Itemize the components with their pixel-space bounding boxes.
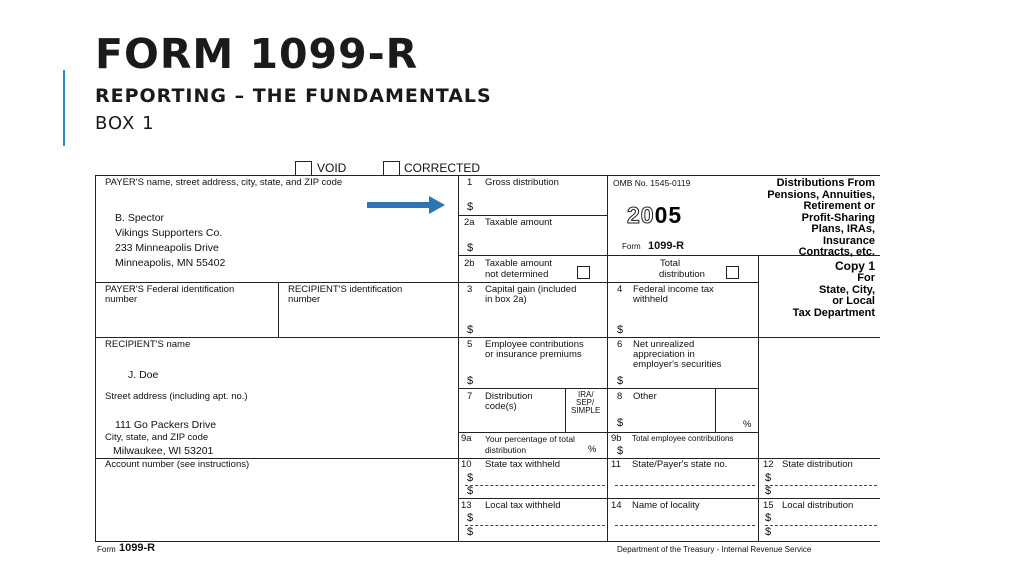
box7-label-2: code(s): [485, 401, 517, 412]
box12-dollar-2: $: [765, 485, 772, 497]
box12-label: State distribution: [782, 459, 853, 470]
box15-dollar-2: $: [765, 526, 772, 538]
payer-fed-id-label-1: PAYER'S Federal identification: [105, 284, 235, 295]
box8-label: Other: [633, 391, 657, 402]
box9a-label-1: Your percentage of total: [485, 434, 575, 444]
copy-for-line: or Local: [832, 295, 875, 307]
box10-dollar-1: $: [467, 472, 474, 484]
box11-number: 11: [611, 459, 621, 470]
dash-14: [615, 525, 755, 526]
tax-year-suffix: 05: [654, 202, 683, 228]
box4-label-1: Federal income tax: [633, 284, 714, 295]
void-label: VOID: [317, 161, 347, 175]
form-divider-ids: [278, 282, 279, 337]
box6-number: 6: [617, 339, 623, 350]
total-label-1: Total: [660, 258, 681, 269]
dash-12: [765, 485, 877, 486]
ira-label-3: SIMPLE: [571, 406, 601, 415]
recipient-name: J. Doe: [128, 369, 159, 381]
box2a-number: 2a: [464, 217, 475, 228]
box13-dollar-1: $: [467, 512, 474, 524]
form-right-title: [767, 178, 875, 259]
right-title-line: Profit-Sharing: [801, 211, 875, 224]
footer-department: Department of the Treasury - Internal Revenue Service: [617, 545, 812, 554]
form-divider-ira: [565, 388, 566, 432]
box7-number: 7: [467, 391, 473, 402]
city-value: Milwaukee, WI 53201: [113, 445, 214, 457]
payer-company: Vikings Supporters Co.: [115, 227, 223, 239]
copy-for-line: State, City,: [818, 283, 875, 296]
box6-label-1: Net unrealized: [633, 339, 695, 350]
form-name: 1099-R: [648, 240, 685, 252]
city-label: City, state, and ZIP code: [105, 432, 209, 443]
box1-label: Gross distribution: [485, 177, 559, 188]
right-title-line: Distributions From: [776, 177, 875, 189]
right-title-line: Pensions, Annuities,: [767, 188, 875, 201]
payer-fed-id-label-2: number: [105, 294, 138, 305]
form-left-border: [95, 175, 96, 542]
box9b-label: Total employee contributions: [632, 434, 734, 443]
box5-number: 5: [467, 339, 473, 350]
box6-label-3: employer's securities: [633, 359, 722, 370]
dash-10: [465, 485, 605, 486]
dash-15: [765, 525, 877, 526]
box8-number: 8: [617, 391, 623, 402]
corrected-label: CORRECTED: [404, 161, 481, 175]
form-1099r-image: [95, 160, 880, 560]
slide-subtitle: REPORTING – THE FUNDAMENTALS: [95, 85, 492, 107]
payer-street: 233 Minneapolis Drive: [115, 242, 219, 254]
footer-form-word: Form: [97, 545, 116, 554]
form-divider-box8: [715, 388, 716, 432]
box3-label-1: Capital gain (included: [485, 284, 577, 295]
box15-number: 15: [763, 500, 774, 511]
box15-label: Local distribution: [782, 500, 854, 511]
box2b-label-2: not determined: [485, 269, 549, 280]
box5-label-1: Employee contributions: [485, 339, 584, 350]
line-box1: [458, 215, 608, 216]
total-checkbox: [726, 266, 739, 279]
payer-city: Minneapolis, MN 55402: [115, 257, 226, 269]
omb-number: OMB No. 1545-0119: [613, 178, 691, 188]
line-local: [458, 498, 880, 499]
box4-dollar: $: [617, 324, 624, 336]
box4-label-2: withheld: [633, 294, 668, 305]
account-label: Account number (see instructions): [105, 459, 250, 470]
copy-for-line: Tax Department: [792, 306, 875, 319]
box3-dollar: $: [467, 324, 474, 336]
box9b-number: 9b: [611, 433, 622, 444]
void-checkbox: [295, 161, 312, 176]
tax-year-prefix: 20: [627, 202, 655, 228]
box11-label: State/Payer's state no.: [632, 459, 728, 470]
box10-label: State tax withheld: [485, 459, 560, 470]
box14-number: 14: [611, 500, 622, 511]
box5-label-2: or insurance premiums: [485, 349, 582, 360]
right-title-line: Insurance: [823, 234, 875, 247]
form-divider-2: [607, 175, 608, 542]
payer-name: B. Spector: [115, 212, 165, 224]
street-label: Street address (including apt. no.): [105, 391, 248, 402]
box2b-label-1: Taxable amount: [485, 258, 553, 269]
slide-subtitle-box: BOX 1: [95, 113, 155, 134]
box6-label-2: appreciation in: [633, 349, 695, 360]
box15-dollar-1: $: [765, 512, 772, 524]
total-label-2: distribution: [659, 269, 705, 280]
recipient-id-label-2: number: [288, 294, 321, 305]
box3-label-2: in box 2a): [485, 294, 527, 305]
ira-label-1: IRA/: [578, 390, 594, 399]
box13-dollar-2: $: [467, 526, 474, 538]
recipient-id-label-1: RECIPIENT'S identification: [288, 284, 403, 295]
box13-label: Local tax withheld: [485, 500, 561, 511]
tax-year: [627, 202, 682, 229]
copy-for-block: [793, 273, 875, 319]
box4-number: 4: [617, 284, 623, 295]
street-value: 111 Go Packers Drive: [115, 419, 217, 431]
box13-number: 13: [461, 500, 472, 511]
footer-form-name: 1099-R: [119, 542, 156, 554]
copy-label: Copy 1: [834, 259, 875, 273]
box9b-dollar: $: [617, 445, 624, 457]
box9a-number: 9a: [461, 433, 472, 444]
line-recipient: [95, 337, 880, 338]
box10-number: 10: [461, 459, 472, 470]
box2b-number: 2b: [464, 258, 475, 269]
box9a-label-2: distribution: [485, 445, 527, 455]
line-box7: [458, 388, 758, 389]
box2a-dollar: $: [467, 242, 474, 254]
slide-title: FORM 1099-R: [95, 30, 419, 78]
box8-dollar: $: [617, 417, 624, 429]
box1-dollar: $: [467, 201, 474, 213]
box10-dollar-2: $: [467, 485, 474, 497]
form-top-border: [95, 175, 880, 176]
corrected-checkbox: [383, 161, 400, 176]
recipient-name-label: RECIPIENT'S name: [105, 339, 191, 350]
payer-label: PAYER'S name, street address, city, state, and ZIP code: [105, 177, 343, 188]
right-title-line: Plans, IRAs,: [811, 223, 875, 235]
line-ids: [95, 282, 758, 283]
box2a-label: Taxable amount: [485, 217, 553, 228]
form-divider-1: [458, 175, 459, 542]
right-title-line: Contracts, etc.: [798, 246, 875, 258]
box12-number: 12: [763, 459, 774, 470]
line-box9: [458, 432, 758, 433]
box3-number: 3: [467, 284, 473, 295]
box1-number: 1: [467, 177, 473, 188]
box6-dollar: $: [617, 375, 624, 387]
box5-dollar: $: [467, 375, 474, 387]
dash-11: [615, 485, 755, 486]
box2b-checkbox: [577, 266, 590, 279]
box7-label-1: Distribution: [485, 391, 533, 402]
right-title-line: Retirement or: [803, 200, 875, 212]
box12-dollar-1: $: [765, 472, 772, 484]
form-word: Form: [622, 242, 641, 251]
copy-for-line: For: [857, 272, 875, 284]
accent-bar: [63, 70, 65, 146]
box9a-percent: %: [588, 444, 597, 455]
ira-label-2: SEP/: [576, 398, 595, 407]
box8-percent: %: [743, 419, 752, 430]
dash-13: [465, 525, 605, 526]
form-bottom-border: [95, 541, 880, 542]
box14-label: Name of locality: [632, 500, 700, 511]
